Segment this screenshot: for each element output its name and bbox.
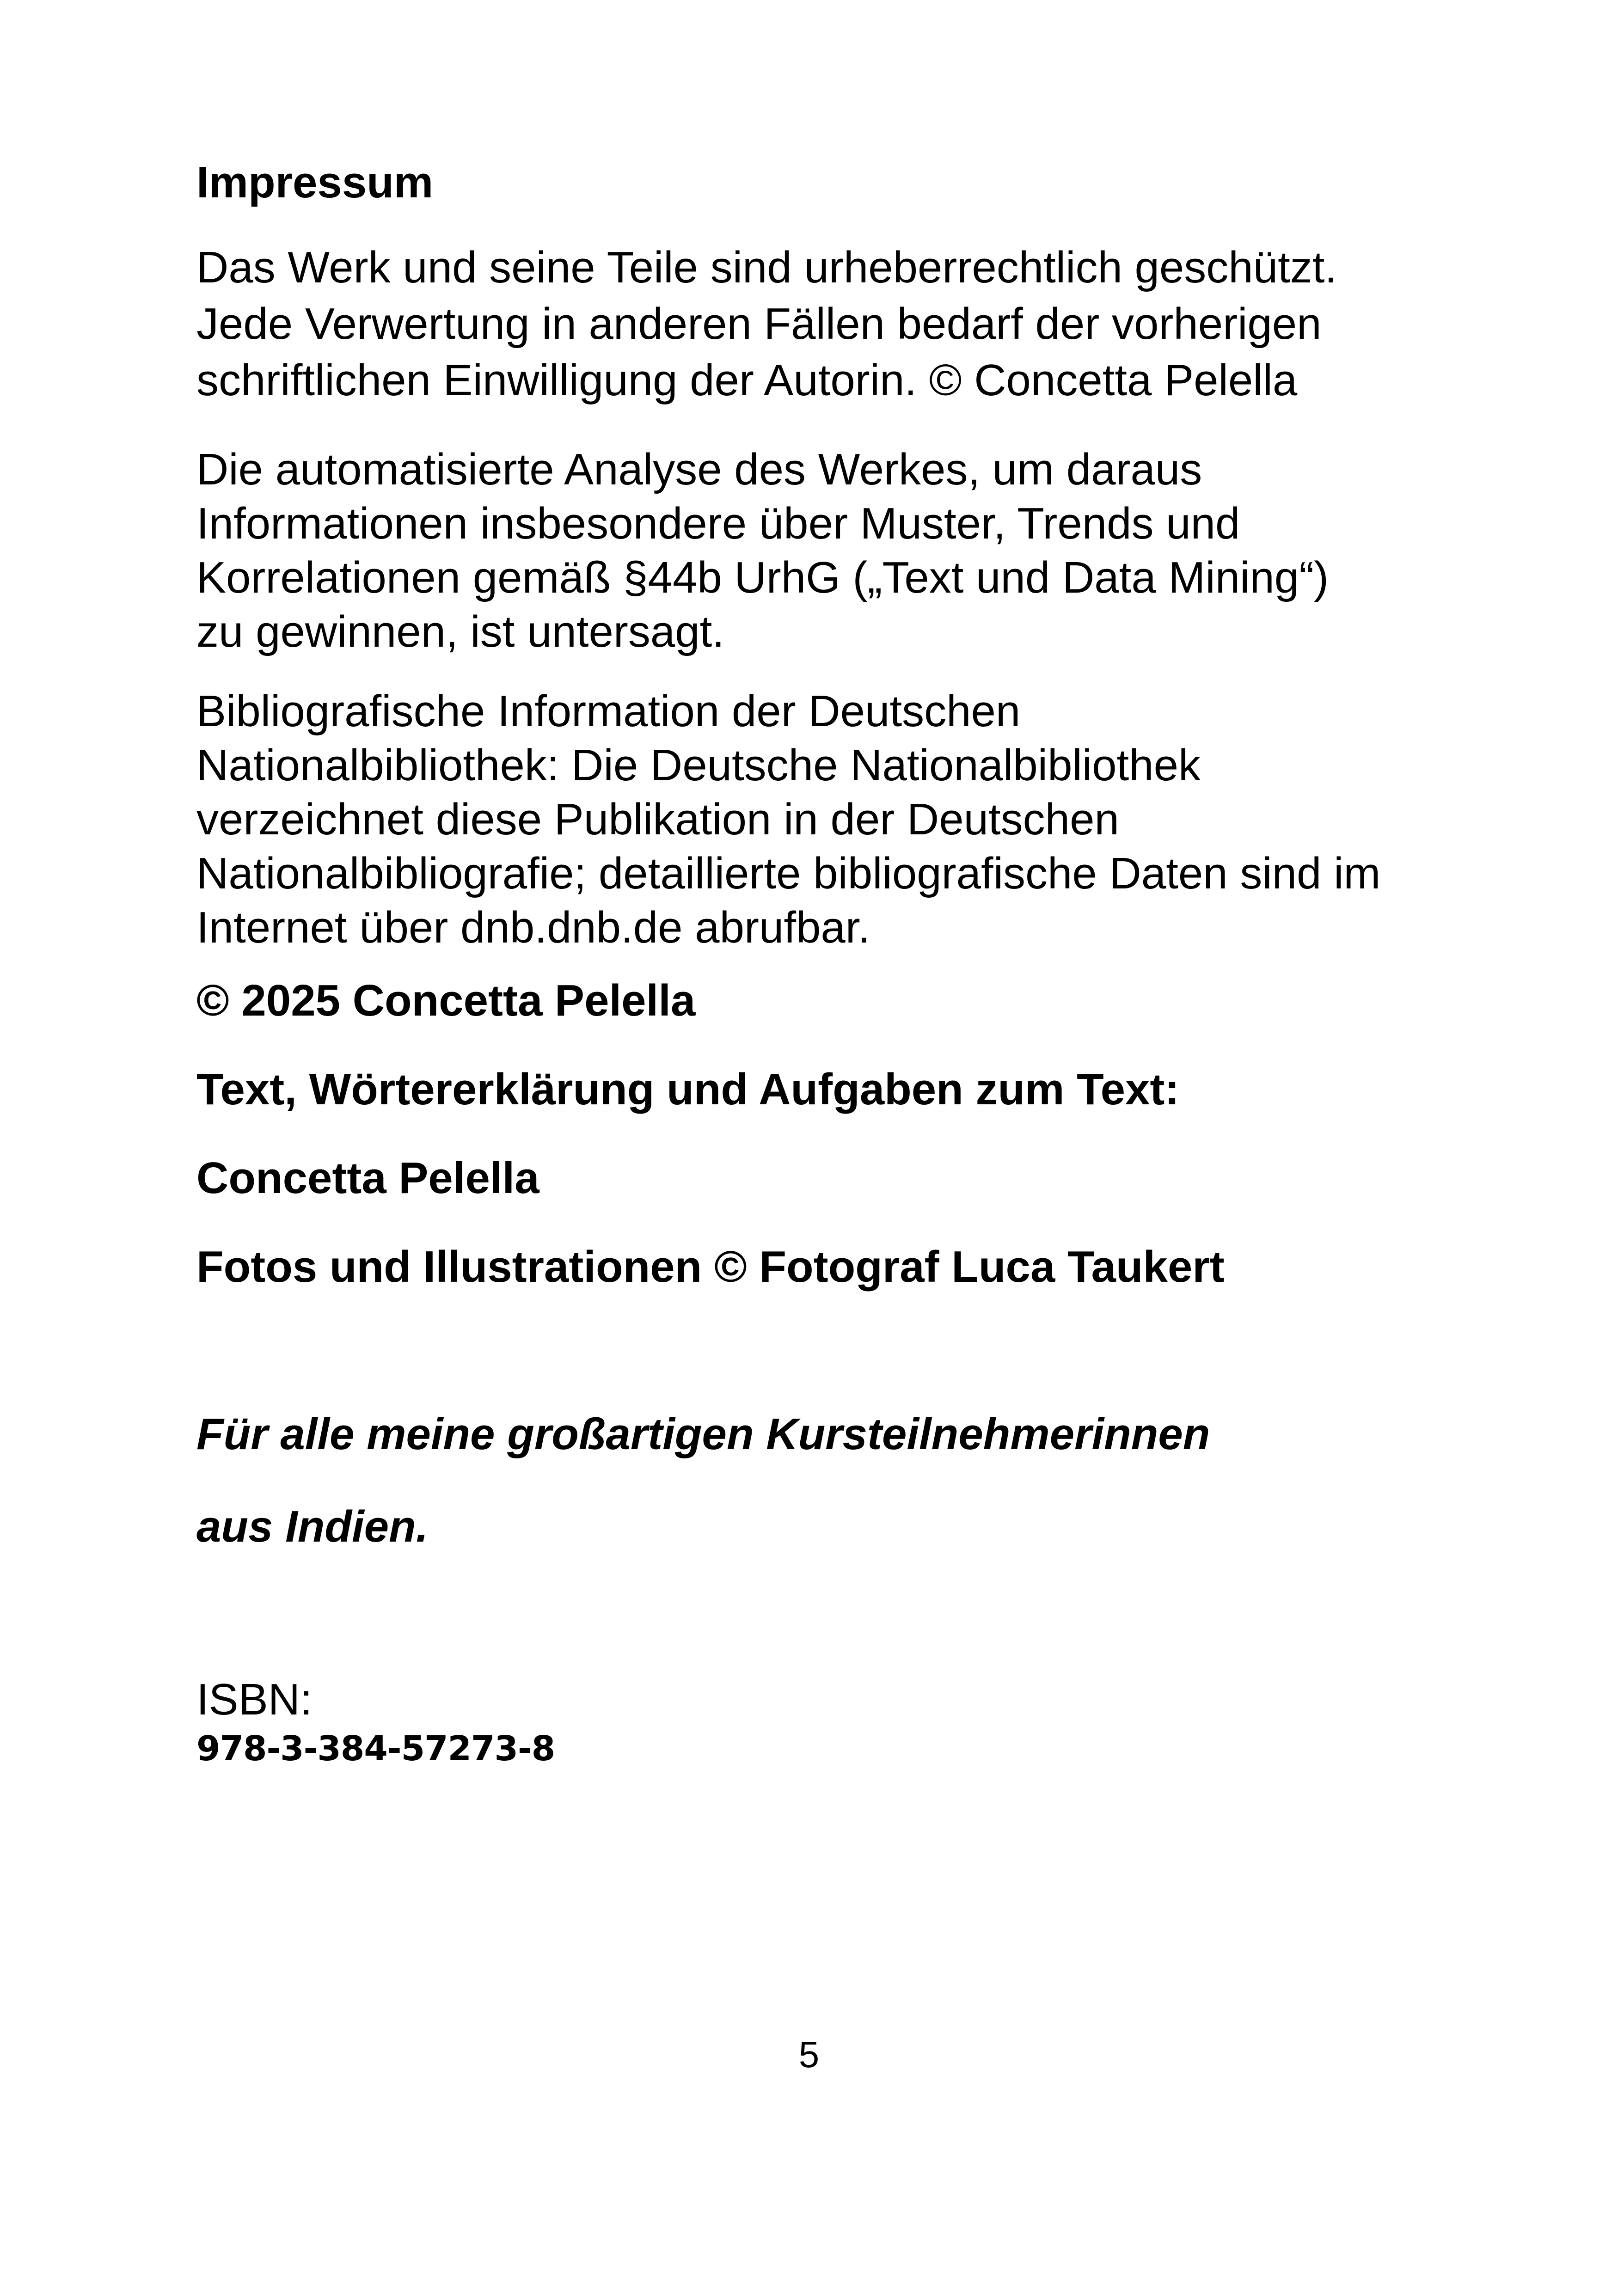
- dnb-line: Bibliografische Information der Deutschen: [196, 686, 1021, 736]
- dnb-line: Nationalbibliografie; detaillierte bibliografische Daten sind im: [196, 849, 1381, 898]
- copyright-paragraph: [196, 239, 1337, 409]
- dnb-line: verzeichnet diese Publikation in der Deutschen: [196, 795, 1119, 844]
- tdm-paragraph: [196, 442, 1329, 659]
- dedication-line-2: aus Indien.: [196, 1502, 429, 1551]
- dnb-paragraph: [196, 684, 1380, 955]
- text-credit-name: Concetta Pelella: [196, 1153, 539, 1203]
- dnb-line: Nationalbibliothek: Die Deutsche Nationalbibliothek: [196, 741, 1201, 790]
- copyright-line: Jede Verwertung in anderen Fällen bedarf der vorherigen: [196, 299, 1322, 349]
- dnb-line: Internet über dnb.dnb.de abrufbar.: [196, 903, 870, 952]
- tdm-line: zu gewinnen, ist untersagt.: [196, 607, 725, 656]
- isbn-label: ISBN:: [196, 1675, 313, 1724]
- dedication-line-1: Für alle meine großartigen Kursteilnehmerinnen: [196, 1409, 1210, 1459]
- copyright-line: schriftlichen Einwilligung der Autorin. © Concetta Pelella: [196, 355, 1298, 405]
- copyright-year-line: © 2025 Concetta Pelella: [196, 976, 696, 1025]
- tdm-line: Die automatisierte Analyse des Werkes, um daraus: [196, 445, 1202, 494]
- tdm-line: Informationen insbesondere über Muster, Trends und: [196, 499, 1240, 548]
- copyright-line: Das Werk und seine Teile sind urheberrechtlich geschützt.: [196, 243, 1337, 292]
- tdm-line: Korrelationen gemäß §44b UrhG („Text und Data Mining“): [196, 553, 1329, 602]
- page-number: 5: [798, 2034, 820, 2075]
- imprint-heading: Impressum: [196, 158, 434, 207]
- text-credit-label: Text, Wörtererklärung und Aufgaben zum Text:: [196, 1065, 1180, 1114]
- isbn-value: 978-3-384-57273-8: [196, 1729, 555, 1769]
- photo-credit: Fotos und Illustrationen © Fotograf Luca Taukert: [196, 1242, 1225, 1292]
